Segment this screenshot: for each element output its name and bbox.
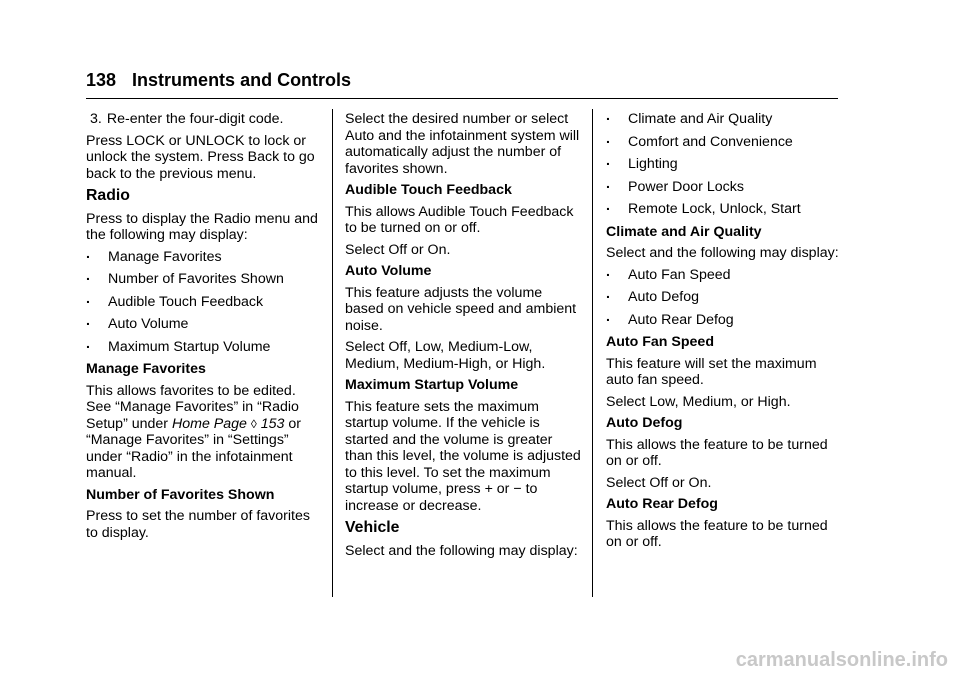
auto-defog-text: This allows the feature to be turned on or off. xyxy=(606,436,828,469)
header-rule xyxy=(86,98,838,99)
radio-list-item: . Audible Touch Feedback xyxy=(86,294,322,311)
step-3 xyxy=(86,111,322,128)
column-3 xyxy=(606,111,842,556)
radio-list-item: . Maximum Startup Volume xyxy=(86,339,322,356)
radio-intro: Press to display the Radio menu and the following may display: xyxy=(86,210,318,243)
column-1 xyxy=(86,111,322,546)
section-title: Instruments and Controls xyxy=(132,70,352,90)
vehicle-list-item: . Comfort and Convenience xyxy=(606,134,842,151)
climate-list-item: . Auto Rear Defog xyxy=(606,312,842,329)
max-startup-heading: Maximum Startup Volume xyxy=(345,377,519,393)
auto-volume-heading: Auto Volume xyxy=(345,263,432,279)
max-startup-text: This feature sets the maximum startup volume. If the vehicle is started and the volume is greater than this level, the volume is adjusted to this level. To set the maximum startup volume, press + or − to increase or decrease. xyxy=(345,398,581,514)
manage-favorites-text-b: or “Manage Favorites” in “Settings” under “Radio” in the infotainment manual. xyxy=(86,415,301,481)
vehicle-intro: Select and the following may display: xyxy=(345,542,578,559)
auto-defog-heading: Auto Defog xyxy=(606,415,683,431)
radio-list-item: . Manage Favorites xyxy=(86,249,322,266)
column-divider-2 xyxy=(592,109,593,597)
climate-list-item: . Auto Fan Speed xyxy=(606,267,842,284)
radio-heading: Radio xyxy=(86,187,130,204)
home-page-link[interactable]: Home Page xyxy=(171,415,247,432)
column-divider-1 xyxy=(332,109,333,597)
page-ref-icon: ◊ xyxy=(250,416,257,431)
manage-favorites-heading: Manage Favorites xyxy=(86,361,206,377)
audible-touch-select: Select Off or On. xyxy=(345,241,451,258)
vehicle-heading: Vehicle xyxy=(345,519,400,536)
climate-intro: Select and the following may display: xyxy=(606,245,839,261)
lock-paragraph: Press LOCK or UNLOCK to lock or unlock the system. Press Back to go back to the previous menu. xyxy=(86,132,315,182)
auto-volume-select: Select Off, Low, Medium-Low, Medium, Medium-High, or High. xyxy=(345,339,546,372)
vehicle-list-item: . Remote Lock, Unlock, Start xyxy=(606,201,842,218)
vehicle-list-item: . Climate and Air Quality xyxy=(606,111,842,128)
audible-touch-text: This allows Audible Touch Feedback to be turned on or off. xyxy=(345,203,574,236)
manage-favorites-text-a: This allows favorites to be edited. See “Manage Favorites” in “Radio Setup” under xyxy=(86,382,299,432)
step-number: 3. xyxy=(90,111,102,127)
climate-list-item: . Auto Defog xyxy=(606,289,842,306)
audible-touch-heading: Audible Touch Feedback xyxy=(345,182,512,198)
auto-fan-select: Select Low, Medium, or High. xyxy=(606,393,791,410)
auto-rear-defog-text: This allows the feature to be turned on or off. xyxy=(606,517,828,550)
auto-defog-select: Select Off or On. xyxy=(606,474,712,491)
page-ref-number[interactable]: 153 xyxy=(260,415,285,432)
step-text: Re-enter the four-digit code. xyxy=(106,111,284,127)
radio-list-item: . Number of Favorites Shown xyxy=(86,271,322,288)
auto-rear-defog-heading: Auto Rear Defog xyxy=(606,496,718,512)
number-favorites-text: Press to set the number of favorites to display. xyxy=(86,508,310,541)
number-favorites-heading: Number of Favorites Shown xyxy=(86,486,275,503)
column-2 xyxy=(345,111,581,564)
auto-fan-heading: Auto Fan Speed xyxy=(606,334,714,350)
auto-volume-text: This feature adjusts the volume based on vehicle speed and ambient noise. xyxy=(345,284,577,334)
manage-favorites-text xyxy=(86,383,322,482)
page-number: 138 xyxy=(86,70,117,90)
vehicle-list-item: . Lighting xyxy=(606,156,842,173)
select-number-paragraph: Select the desired number or select Auto and the infotainment system will automatically adjust the number of favorites shown. xyxy=(345,111,580,177)
climate-heading: Climate and Air Quality xyxy=(606,223,762,240)
vehicle-list-item: . Power Door Locks xyxy=(606,179,842,196)
radio-list-item: . Auto Volume xyxy=(86,316,322,333)
watermark: carmanualsonline.info xyxy=(735,649,948,671)
auto-fan-text: This feature will set the maximum auto fan speed. xyxy=(606,355,817,388)
page-header xyxy=(86,70,351,91)
